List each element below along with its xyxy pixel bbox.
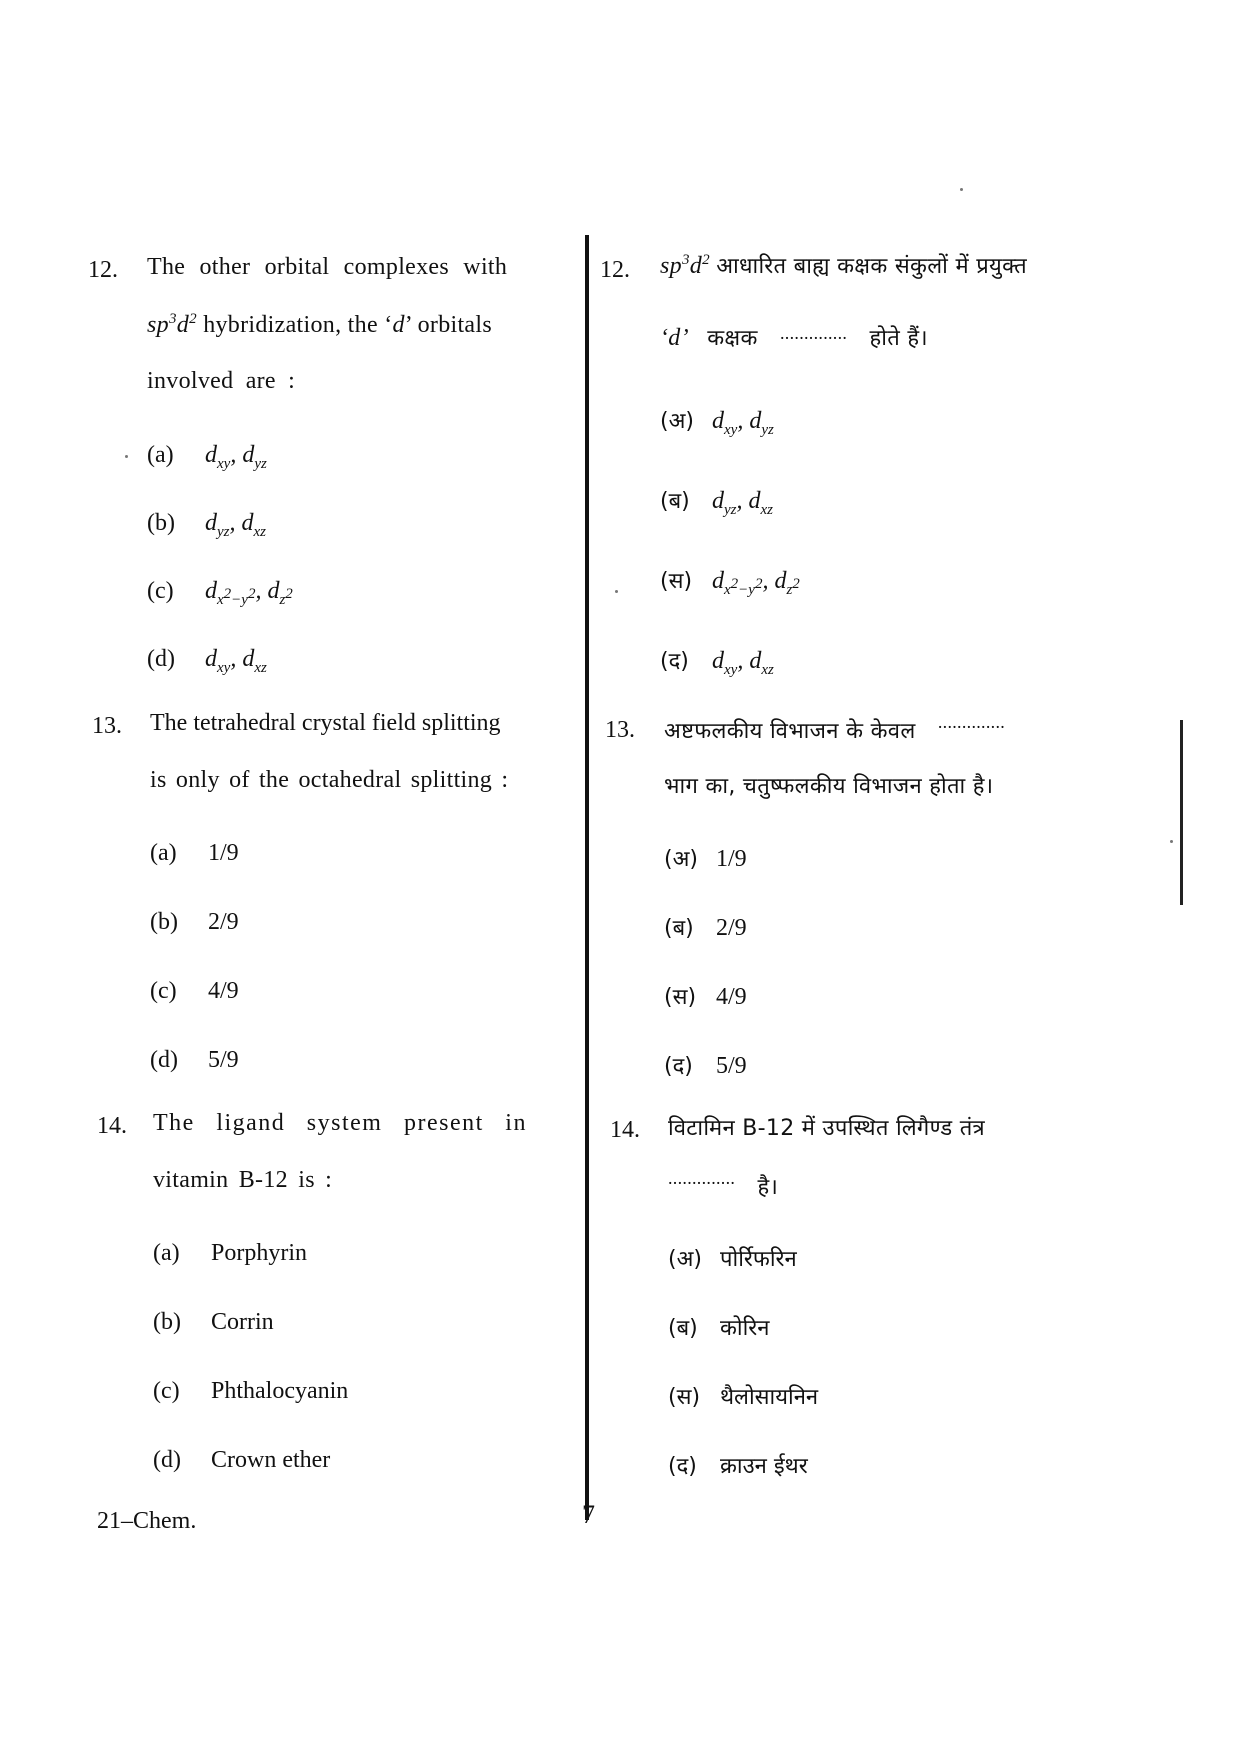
paper-code: 21–Chem. xyxy=(97,1508,197,1534)
option-value: Phthalocyanin xyxy=(211,1378,349,1404)
option-value: 1/9 xyxy=(716,846,747,872)
q13-option-d-hindi[interactable] xyxy=(664,1050,747,1080)
option-value: $d_{xy}$, $d_{yz}$ xyxy=(712,408,774,438)
option-label: (ब) xyxy=(664,916,694,941)
option-value: 4/9 xyxy=(716,984,747,1010)
option-label: (b) xyxy=(150,909,178,935)
q14-option-a-hindi[interactable] xyxy=(668,1243,797,1273)
q12-option-d-hindi[interactable] xyxy=(660,645,774,679)
option-label: (स) xyxy=(668,1385,701,1410)
option-label: (अ) xyxy=(668,1247,702,1272)
q12-en-line2-text: hybridization, the ‘ xyxy=(203,312,393,338)
option-label: (द) xyxy=(668,1454,697,1479)
option-value: $d_{xy}$, $d_{xz}$ xyxy=(712,648,774,678)
sp3d2-formula: $sp^3d^2$ xyxy=(147,311,197,338)
q14-option-b-hindi[interactable] xyxy=(668,1312,770,1342)
option-label: (d) xyxy=(147,646,175,672)
q12-hi-line2-end: होते हैं। xyxy=(869,326,928,351)
q14-hi-line1: विटामिन B-12 में उपस्थित लिगैण्ड तंत्र xyxy=(668,1116,985,1141)
scan-speck xyxy=(615,590,618,593)
q12-number: 12. xyxy=(88,257,118,283)
option-label: (d) xyxy=(150,1047,178,1073)
scan-speck xyxy=(1170,840,1173,843)
q14-en-line1: The ligand system present in xyxy=(153,1110,527,1136)
option-value: $d_{xy}$, $d_{yz}$ xyxy=(205,442,267,472)
q13-option-b[interactable] xyxy=(150,909,239,936)
q14-number-hindi: 14. xyxy=(610,1117,640,1143)
option-value: पोर्रिफरिन xyxy=(720,1247,797,1272)
scan-speck xyxy=(125,455,128,458)
option-label: (द) xyxy=(660,649,689,674)
q12-option-b-hindi[interactable] xyxy=(660,485,773,519)
q12-hi-line2-text: कक्षक xyxy=(707,326,758,351)
option-label: (स) xyxy=(664,985,697,1010)
q13-hi-line1 xyxy=(664,712,1005,745)
q13-hi-line2: भाग का, चतुष्फलकीय विभाजन होता है। xyxy=(664,774,994,799)
q12-option-a[interactable] xyxy=(147,442,267,473)
option-label: (c) xyxy=(153,1378,180,1404)
option-label: (ब) xyxy=(668,1316,698,1341)
option-value: 2/9 xyxy=(716,915,747,941)
q14-option-a[interactable] xyxy=(153,1240,307,1267)
q12-en-line1: The other orbital complexes with xyxy=(147,254,508,280)
option-label: (a) xyxy=(147,442,174,468)
scan-edge-mark xyxy=(1180,720,1183,905)
q13-hi-line1-text: अष्टफलकीय विभाजन के केवल xyxy=(664,719,916,744)
q14-option-d[interactable] xyxy=(153,1447,330,1474)
option-label: (a) xyxy=(150,840,177,866)
option-value: 4/9 xyxy=(208,978,239,1004)
q14-option-d-hindi[interactable] xyxy=(668,1450,808,1480)
q12-hi-line2: ‘d’ कक्षक .............. होते हैं। xyxy=(660,323,928,351)
q12-option-a-hindi[interactable] xyxy=(660,405,774,439)
option-label: (अ) xyxy=(664,847,698,872)
q14-number: 14. xyxy=(97,1113,127,1139)
option-label: (ब) xyxy=(660,489,690,514)
option-value: $d_{x^2-y^2}$, $d_{z^2}$ xyxy=(712,568,800,598)
sp3d2-formula-hindi: $sp^3d^2$ xyxy=(660,252,710,279)
option-value: Corrin xyxy=(211,1309,274,1335)
option-label: (द) xyxy=(664,1054,693,1079)
option-label: (अ) xyxy=(660,409,694,434)
q12-hi-line1 xyxy=(660,250,1027,280)
q12-number-hindi: 12. xyxy=(600,257,630,283)
option-label: (b) xyxy=(147,510,175,536)
option-value: $d_{x^2-y^2}$, $d_{z^2}$ xyxy=(205,578,293,608)
q12-en-d: d xyxy=(392,312,405,338)
q14-option-c-hindi[interactable] xyxy=(668,1381,818,1411)
column-divider xyxy=(585,235,589,1520)
q14-en-line2: vitamin B-12 is : xyxy=(153,1167,333,1193)
q14-option-c[interactable] xyxy=(153,1378,348,1405)
q13-number-hindi: 13. xyxy=(605,717,635,743)
q12-option-b[interactable] xyxy=(147,510,266,541)
option-value: $d_{yz}$, $d_{xz}$ xyxy=(712,488,773,518)
option-label: (c) xyxy=(150,978,177,1004)
option-label: (d) xyxy=(153,1447,181,1473)
option-value: $d_{xy}$, $d_{xz}$ xyxy=(205,646,267,676)
q14-hi-line2 xyxy=(668,1168,778,1201)
q13-option-a-hindi[interactable] xyxy=(664,843,747,873)
option-value: 5/9 xyxy=(208,1047,239,1073)
q13-option-d[interactable] xyxy=(150,1047,239,1074)
q12-option-c-hindi[interactable] xyxy=(660,565,800,599)
q14-hi-blank: .............. xyxy=(668,1168,736,1188)
q13-en-line1: The tetrahedral crystal field splitting xyxy=(150,710,501,736)
option-label: (b) xyxy=(153,1309,181,1335)
option-value: 2/9 xyxy=(208,909,239,935)
q12-option-c[interactable] xyxy=(147,578,293,609)
q13-option-c-hindi[interactable] xyxy=(664,981,747,1011)
q12-en-line3: involved are : xyxy=(147,368,296,394)
q14-hi-line2-end: है। xyxy=(757,1175,779,1200)
q12-hi-line1-text: आधारित बाह्य कक्षक संकुलों में प्रयुक्त xyxy=(716,254,1028,279)
option-value: Porphyrin xyxy=(211,1240,307,1266)
option-value: Crown ether xyxy=(211,1447,331,1473)
scan-speck xyxy=(960,188,963,191)
option-value: $d_{yz}$, $d_{xz}$ xyxy=(205,510,266,540)
option-label: (a) xyxy=(153,1240,180,1266)
q13-hi-blank: .............. xyxy=(937,712,1006,732)
q13-option-c[interactable] xyxy=(150,978,239,1005)
option-value: थैलोसायनिन xyxy=(720,1385,819,1410)
option-value: कोरिन xyxy=(720,1316,770,1341)
option-value: क्राउन ईथर xyxy=(720,1454,808,1479)
q12-hi-blank: .............. xyxy=(780,323,848,343)
option-value: 5/9 xyxy=(716,1053,747,1079)
q14-option-b[interactable] xyxy=(153,1309,274,1336)
q13-option-a[interactable] xyxy=(150,840,239,867)
page-number: 7 xyxy=(582,1500,595,1529)
q12-hi-d: d xyxy=(668,325,681,351)
option-label: (c) xyxy=(147,578,174,604)
option-value: 1/9 xyxy=(208,840,239,866)
q13-option-b-hindi[interactable] xyxy=(664,912,747,942)
q12-option-d[interactable] xyxy=(147,646,267,677)
q12-en-line2-end: ’ orbitals xyxy=(404,312,492,338)
q13-number: 13. xyxy=(92,713,122,739)
option-label: (स) xyxy=(660,569,693,594)
q12-en-line2 xyxy=(147,311,492,339)
q13-en-line2: is only of the octahedral splitting : xyxy=(150,767,509,793)
